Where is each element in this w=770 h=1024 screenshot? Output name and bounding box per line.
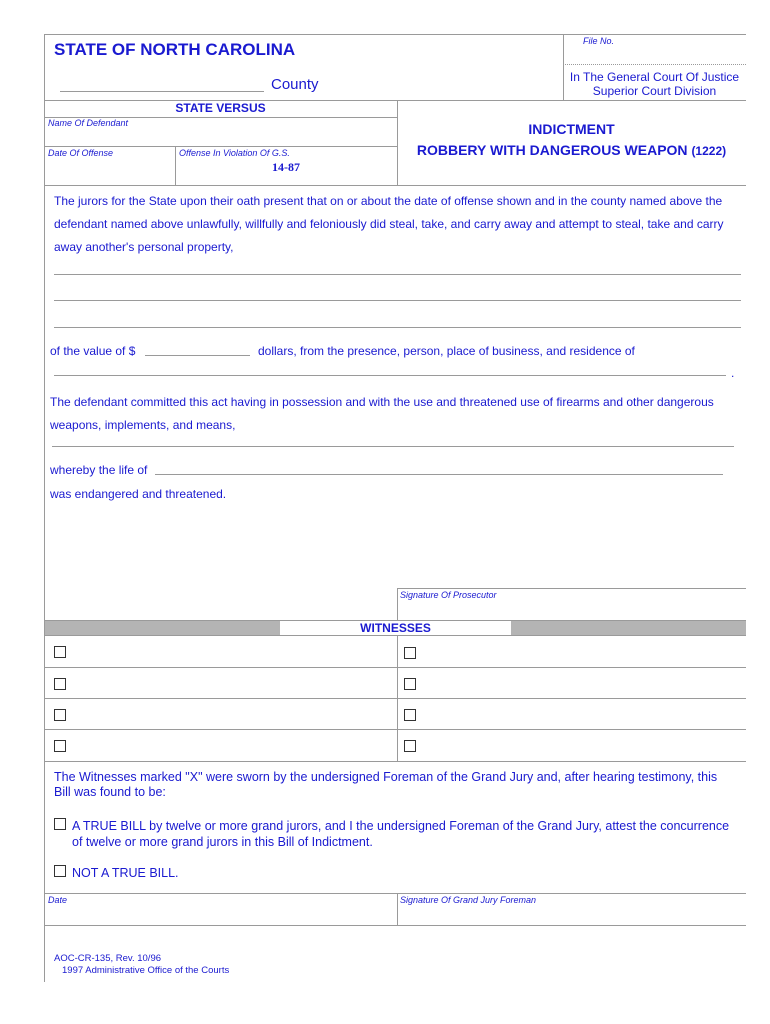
offense-name: ROBBERY WITH DANGEROUS WEAPON xyxy=(416,142,688,158)
victim-period: . xyxy=(731,366,735,380)
name-of-defendant-label: Name Of Defendant xyxy=(48,118,129,128)
value-prefix: of the value of $ xyxy=(50,344,136,358)
witnesses-heading: WITNESSES xyxy=(360,621,431,635)
document-subtitle xyxy=(397,142,746,158)
grand-jury-line-1: The Witnesses marked "X" were sworn by the undersigned Foreman of the Grand Jury and, after hearing testimony, this xyxy=(54,770,718,784)
form-footer xyxy=(54,953,229,977)
witness-row-line-1 xyxy=(44,667,746,668)
witness-row-line-3 xyxy=(44,729,746,730)
file-no-dotted-line xyxy=(563,64,746,65)
witness-checkbox[interactable] xyxy=(54,709,66,721)
document-title: INDICTMENT xyxy=(528,121,615,137)
witness-row-line-4 xyxy=(44,761,746,762)
weapon-description-blank[interactable] xyxy=(52,446,734,447)
grand-jury-line-2: Bill was found to be: xyxy=(54,785,166,799)
witness-checkbox[interactable] xyxy=(404,740,416,752)
witness-checkbox[interactable] xyxy=(404,647,416,659)
endangered-person-blank[interactable] xyxy=(155,474,723,475)
prosecutor-signature-divider xyxy=(397,588,398,620)
foreman-signature-divider xyxy=(397,893,398,925)
true-bill-text xyxy=(72,818,729,850)
witness-checkbox[interactable] xyxy=(54,646,66,658)
witness-header-shade-left xyxy=(45,621,280,635)
charge-line-2: defendant named above unlawfully, willfully and feloniously did steal, take, and carry away and attempt to steal, take and carry xyxy=(54,217,724,231)
not-true-bill-text: NOT A TRUE BILL. xyxy=(72,866,179,880)
court-heading xyxy=(563,70,746,98)
witness-checkbox[interactable] xyxy=(54,678,66,690)
file-no-label: File No. xyxy=(583,36,615,46)
court-line-1: In The General Court Of Justice xyxy=(569,70,740,84)
true-bill-line-1: A TRUE BILL by twelve or more grand jurors, and I the undersigned Foreman of the Grand Jury, attest the concurrence xyxy=(72,819,730,833)
date-label: Date xyxy=(48,895,68,905)
statute-number: 14-87 xyxy=(272,160,300,174)
witness-checkbox[interactable] xyxy=(54,740,66,752)
form-id: AOC-CR-135, Rev. 10/96 xyxy=(54,953,162,964)
value-amount-blank[interactable] xyxy=(145,355,250,356)
weapon-line-1: The defendant committed this act having in possession and with the use and threatened use of firearms and other dangerous xyxy=(50,395,714,409)
charge-line-3: away another's personal property, xyxy=(54,240,234,254)
victim-name-blank[interactable] xyxy=(54,375,726,376)
not-true-bill-checkbox[interactable] xyxy=(54,865,66,877)
offense-code: (1222) xyxy=(691,144,727,158)
witness-row-line-2 xyxy=(44,698,746,699)
charge-line-1: The jurors for the State upon their oath present that on or about the date of offense shown and in the county named above the xyxy=(54,194,723,208)
foreman-signature-line xyxy=(44,893,746,894)
charge-paragraph xyxy=(54,190,724,259)
state-versus: STATE VERSUS xyxy=(175,101,266,115)
foreman-signature-label: Signature Of Grand Jury Foreman xyxy=(400,895,537,905)
court-line-2: Superior Court Division xyxy=(592,84,717,98)
grand-jury-statement xyxy=(54,770,717,800)
county-blank[interactable] xyxy=(60,91,264,92)
prosecutor-signature-line[interactable] xyxy=(397,588,746,589)
caption-bottom-line xyxy=(44,185,746,186)
left-border xyxy=(44,34,45,982)
county-label: County xyxy=(271,76,319,93)
property-line-1[interactable] xyxy=(54,274,741,275)
weapon-paragraph xyxy=(50,391,714,437)
true-bill-checkbox[interactable] xyxy=(54,818,66,830)
whereby-label: whereby the life of xyxy=(50,463,148,477)
witness-header-shade-right xyxy=(511,621,746,635)
property-line-2[interactable] xyxy=(54,300,741,301)
offense-in-violation-label: Offense In Violation Of G.S. xyxy=(179,148,290,158)
copyright-line: 1997 Administrative Office of the Courts xyxy=(62,965,230,976)
defendant-row-divider xyxy=(44,146,397,147)
weapon-line-2: weapons, implements, and means, xyxy=(50,418,236,432)
value-suffix: dollars, from the presence, person, place of business, and residence of xyxy=(258,344,635,358)
witness-checkbox[interactable] xyxy=(404,678,416,690)
state-title: STATE OF NORTH CAROLINA xyxy=(54,40,296,59)
true-bill-line-2: of twelve or more grand jurors in this Bill of Indictment. xyxy=(72,835,373,849)
witness-header-bottom xyxy=(44,635,746,636)
prosecutor-signature-label: Signature Of Prosecutor xyxy=(400,590,497,600)
date-of-offense-label: Date Of Offense xyxy=(48,148,114,158)
foreman-bottom-line xyxy=(44,925,746,926)
endangered-text: was endangered and threatened. xyxy=(50,487,227,501)
top-border xyxy=(44,34,746,35)
witness-checkbox[interactable] xyxy=(404,709,416,721)
property-line-3[interactable] xyxy=(54,327,741,328)
